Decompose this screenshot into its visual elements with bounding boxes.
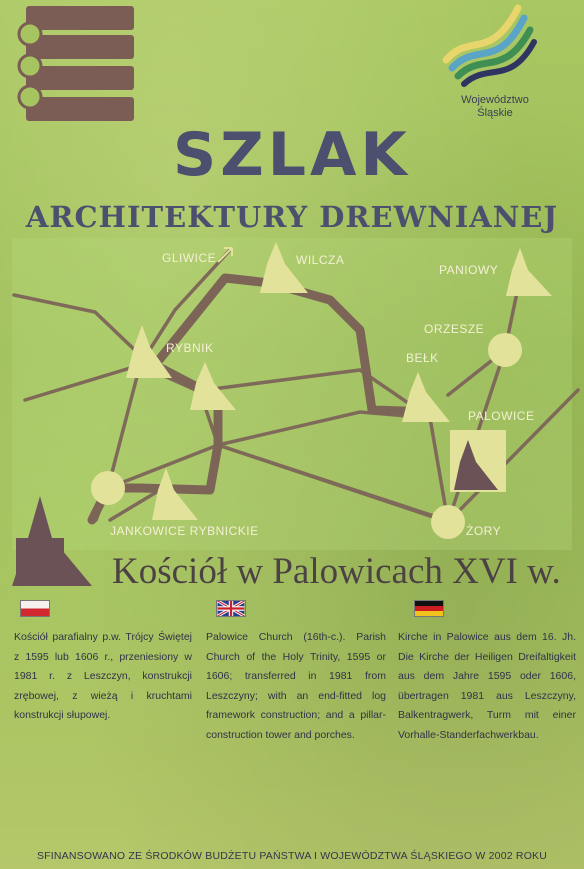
label-palowice: PALOWICE xyxy=(468,409,535,423)
board-subtitle: ARCHITEKTURY DREWNIANEJ xyxy=(25,200,559,234)
board-title: SZLAK xyxy=(173,120,411,190)
town-marker-zory xyxy=(431,505,465,539)
church-marker-paniowy xyxy=(506,248,552,296)
german-flag-icon xyxy=(414,600,444,617)
label-orzesze: ORZESZE xyxy=(424,322,485,336)
label-rybnik: RYBNIK xyxy=(166,341,214,355)
voivodeship-name: Województwo Śląskie xyxy=(461,94,529,119)
polish-flag-icon xyxy=(20,600,50,617)
label-zory: ŻORY xyxy=(466,524,502,538)
label-jankowice: JANKOWICE RYBNICKIE xyxy=(110,524,259,538)
main-trail-route xyxy=(92,278,430,520)
town-marker-jankowice xyxy=(91,471,125,505)
town-marker-orzesze xyxy=(488,333,522,367)
uk-flag-icon xyxy=(216,600,246,617)
church-title: Kościół w Palowicach XVI w. xyxy=(112,551,561,592)
label-gliwice: GLIWICE xyxy=(162,251,217,265)
church-marker-belk xyxy=(402,372,450,422)
label-wilcza: WILCZA xyxy=(296,253,345,267)
church-marker-wilcza xyxy=(260,242,308,293)
funding-footer: SFINANSOWANO ZE ŚRODKÓW BUDŻETU PAŃSTWA I WOJEWÓDZTWA ŚLĄSKIEGO W 2002 ROKU xyxy=(36,850,548,862)
description-polish: Kościół parafialny p.w. Trójcy Świętej z 1595 lub 1606 r., przeniesiony w 1981 r. z Leszczyn, konstrukcji zrębowej, z wieżą i kruchtami konstrukcji słupowej. xyxy=(14,631,192,721)
direction-arrow-icon xyxy=(218,248,232,262)
church-marker-jankowice xyxy=(152,468,198,520)
church-symbol-icon xyxy=(12,494,94,586)
label-paniowy: PANIOWY xyxy=(439,263,499,277)
description-german: Kirche in Palowice aus dem 16. Jh. Die Kirche der Heiligen Dreifaltigkeit aus dem Jahre 1595 oder 1606, übertragen 1981 aus Leszczyny, Balkentragwerk, Turm mit einer Vorhalle-Standerfachwerkbau. xyxy=(398,631,576,741)
label-belk: BEŁK xyxy=(406,351,439,365)
description-english: Palowice Church (16th-c.). Parish Church of the Holy Trinity, 1595 or 1606; transferred in 1981 from Leszczyny; with an end-fitted log framework construction; and a pillar-construction tower and porches. xyxy=(206,631,386,741)
